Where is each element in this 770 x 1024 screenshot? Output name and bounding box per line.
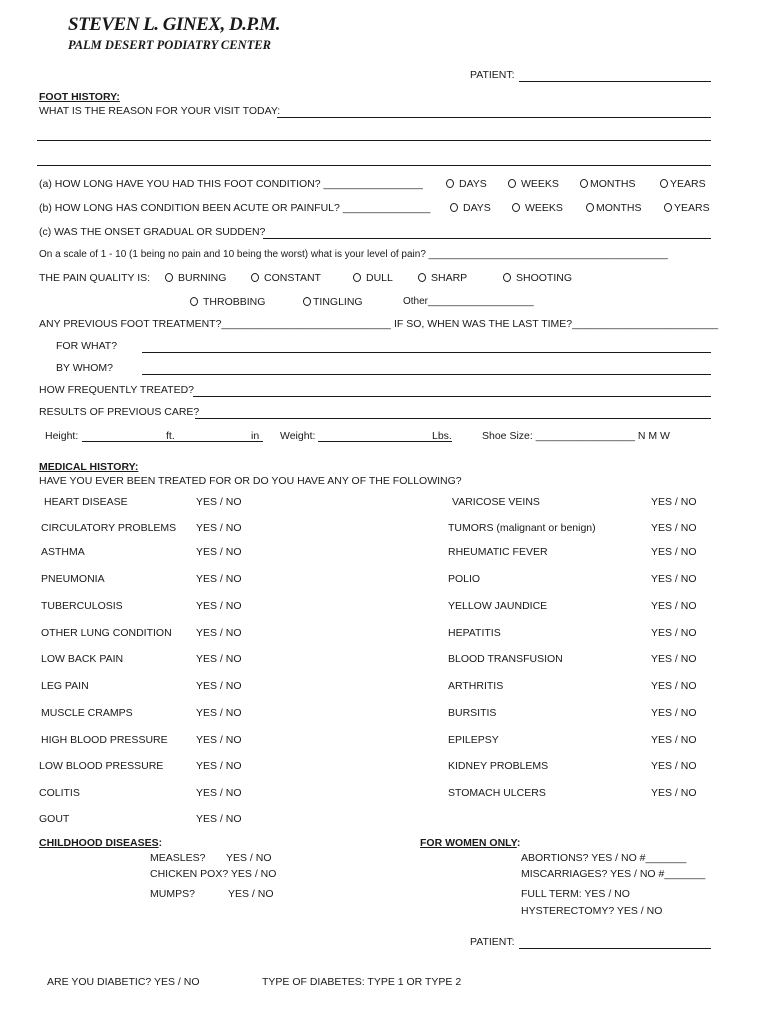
radio-tingling[interactable] bbox=[303, 296, 363, 308]
previous-treatment-question: ANY PREVIOUS FOOT TREATMENT?_____________________________ bbox=[39, 318, 391, 330]
yes-no-choice[interactable]: YES / NO bbox=[196, 653, 242, 665]
measles-yes-no[interactable]: YES / NO bbox=[226, 852, 272, 864]
how-frequent-field[interactable] bbox=[193, 396, 711, 397]
women-heading-text: FOR WOMEN ONLY bbox=[420, 837, 517, 849]
medical-condition-label: RHEUMATIC FEVER bbox=[448, 546, 548, 558]
women-heading-colon: : bbox=[516, 837, 521, 849]
yes-no-choice[interactable]: YES / NO bbox=[651, 760, 697, 772]
patient-name-field[interactable] bbox=[519, 81, 711, 82]
radio-constant[interactable] bbox=[251, 272, 321, 284]
yes-no-choice[interactable]: YES / NO bbox=[651, 600, 697, 612]
medical-condition-label: CIRCULATORY PROBLEMS bbox=[41, 522, 177, 534]
medical-condition-label: KIDNEY PROBLEMS bbox=[448, 760, 549, 772]
option-label: YEARS bbox=[670, 178, 706, 190]
option-label: CONSTANT bbox=[264, 272, 321, 284]
yes-no-choice[interactable]: YES / NO bbox=[651, 734, 697, 746]
full-term-row[interactable]: FULL TERM: YES / NO bbox=[521, 888, 630, 900]
diabetes-type-question[interactable]: TYPE OF DIABETES: TYPE 1 OR TYPE 2 bbox=[262, 976, 462, 988]
yes-no-choice[interactable]: YES / NO bbox=[196, 707, 242, 719]
yes-no-choice[interactable]: YES / NO bbox=[196, 546, 242, 558]
yes-no-choice[interactable]: YES / NO bbox=[651, 787, 697, 799]
yes-no-choice[interactable]: YES / NO bbox=[196, 522, 242, 534]
how-frequent-label: HOW FREQUENTLY TREATED? bbox=[39, 384, 194, 396]
radio-a-months[interactable] bbox=[580, 178, 636, 190]
hysterectomy-row[interactable]: HYSTERECTOMY? YES / NO bbox=[521, 905, 663, 917]
medical-condition-label: COLITIS bbox=[39, 787, 80, 799]
childhood-heading-text: CHILDHOOD DISEASES bbox=[39, 837, 159, 849]
radio-burning[interactable] bbox=[165, 272, 226, 284]
radio-a-weeks[interactable] bbox=[508, 178, 559, 190]
medical-condition-label: TUBERCULOSIS bbox=[41, 600, 123, 612]
yes-no-choice[interactable]: YES / NO bbox=[196, 734, 242, 746]
medical-condition-label: EPILEPSY bbox=[448, 734, 499, 746]
pain-scale-question: On a scale of 1 - 10 (1 being no pain and 10 being the worst) what is your level of pain? ___________________________________________ bbox=[39, 249, 668, 260]
radio-b-years[interactable] bbox=[664, 202, 710, 214]
feet-unit: ft. bbox=[166, 430, 175, 442]
radio-shooting[interactable] bbox=[503, 272, 572, 284]
radio-b-months[interactable] bbox=[586, 202, 642, 214]
option-label: YEARS bbox=[674, 202, 710, 214]
reason-question: WHAT IS THE REASON FOR YOUR VISIT TODAY: bbox=[39, 105, 281, 117]
for-what-field[interactable] bbox=[142, 352, 711, 353]
weight-label: Weight: bbox=[280, 430, 316, 442]
option-label: WEEKS bbox=[521, 178, 559, 190]
reason-field-3[interactable] bbox=[37, 165, 711, 166]
yes-no-choice[interactable]: YES / NO bbox=[196, 573, 242, 585]
reason-field-1[interactable] bbox=[277, 117, 711, 118]
medical-condition-label: HIGH BLOOD PRESSURE bbox=[41, 734, 168, 746]
radio-a-days[interactable] bbox=[446, 178, 487, 190]
radio-circle-icon bbox=[660, 179, 668, 188]
medical-condition-label: STOMACH ULCERS bbox=[448, 787, 546, 799]
radio-a-years[interactable] bbox=[660, 178, 706, 190]
medical-history-heading bbox=[39, 461, 138, 473]
yes-no-choice[interactable]: YES / NO bbox=[651, 627, 697, 639]
medical-condition-label: BURSITIS bbox=[448, 707, 497, 719]
pain-other-field[interactable]: Other___________________ bbox=[403, 296, 534, 307]
reason-field-2[interactable] bbox=[37, 140, 711, 141]
yes-no-choice[interactable]: YES / NO bbox=[196, 680, 242, 692]
radio-circle-icon bbox=[664, 203, 672, 212]
radio-circle-icon bbox=[418, 273, 426, 282]
radio-circle-icon bbox=[251, 273, 259, 282]
doctor-name: STEVEN L. GINEX, D.P.M. bbox=[68, 14, 280, 35]
abortions-row[interactable]: ABORTIONS? YES / NO #_______ bbox=[521, 852, 687, 864]
medical-condition-label: GOUT bbox=[39, 813, 70, 825]
duration-question-b: (b) HOW LONG HAS CONDITION BEEN ACUTE OR PAINFUL? _______________ bbox=[39, 202, 431, 214]
radio-circle-icon bbox=[586, 203, 594, 212]
medical-condition-label: VARICOSE VEINS bbox=[452, 496, 540, 508]
option-label: TINGLING bbox=[313, 296, 363, 308]
option-label: DULL bbox=[366, 272, 393, 284]
diabetic-question[interactable]: ARE YOU DIABETIC? YES / NO bbox=[47, 976, 200, 988]
duration-question-a: (a) HOW LONG HAVE YOU HAD THIS FOOT CONDITION? _________________ bbox=[39, 178, 423, 190]
yes-no-choice[interactable]: YES / NO bbox=[196, 787, 242, 799]
option-label: SHARP bbox=[431, 272, 468, 284]
radio-dull[interactable] bbox=[353, 272, 393, 284]
medical-condition-label: ARTHRITIS bbox=[448, 680, 504, 692]
medical-condition-label: POLIO bbox=[448, 573, 481, 585]
option-label: SHOOTING bbox=[516, 272, 573, 284]
radio-circle-icon bbox=[353, 273, 361, 282]
yes-no-choice[interactable]: YES / NO bbox=[651, 707, 697, 719]
medical-condition-label: YELLOW JAUNDICE bbox=[448, 600, 548, 612]
radio-circle-icon bbox=[303, 297, 311, 306]
onset-field[interactable] bbox=[263, 238, 711, 239]
yes-no-choice[interactable]: YES / NO bbox=[651, 546, 697, 558]
medical-condition-label: MUSCLE CRAMPS bbox=[41, 707, 133, 719]
foot-history-heading bbox=[39, 91, 120, 103]
medical-history-question: HAVE YOU EVER BEEN TREATED FOR OR DO YOU HAVE ANY OF THE FOLLOWING? bbox=[39, 475, 462, 487]
yes-no-choice[interactable]: YES / NO bbox=[651, 496, 697, 508]
mumps-yes-no[interactable]: YES / NO bbox=[228, 888, 274, 900]
radio-circle-icon bbox=[190, 297, 198, 306]
measles-label: MEASLES? bbox=[150, 852, 206, 864]
yes-no-choice[interactable]: YES / NO bbox=[196, 627, 242, 639]
option-label: MONTHS bbox=[590, 178, 636, 190]
radio-circle-icon bbox=[512, 203, 520, 212]
radio-circle-icon bbox=[580, 179, 588, 188]
option-label: WEEKS bbox=[525, 202, 563, 214]
radio-sharp[interactable] bbox=[418, 272, 467, 284]
medical-condition-label: LOW BACK PAIN bbox=[41, 653, 124, 665]
childhood-heading-colon: : bbox=[158, 837, 163, 849]
option-label: THROBBING bbox=[203, 296, 266, 308]
medical-condition-label: LEG PAIN bbox=[41, 680, 89, 692]
yes-no-choice[interactable]: YES / NO bbox=[651, 680, 697, 692]
miscarriages-row[interactable]: MISCARRIAGES? YES / NO #_______ bbox=[521, 868, 706, 880]
lbs-unit: Lbs. bbox=[432, 430, 452, 442]
medical-condition-label: HEPATITIS bbox=[448, 627, 501, 639]
mumps-label: MUMPS? bbox=[150, 888, 195, 900]
medical-history-heading-text: MEDICAL HISTORY: bbox=[39, 461, 139, 473]
radio-circle-icon bbox=[508, 179, 516, 188]
option-label: DAYS bbox=[463, 202, 491, 214]
option-label: BURNING bbox=[178, 272, 227, 284]
foot-history-heading-text: FOOT HISTORY: bbox=[39, 91, 120, 103]
radio-circle-icon bbox=[450, 203, 458, 212]
patient-name-field-footer[interactable] bbox=[519, 948, 711, 949]
medical-condition-label: ASTHMA bbox=[41, 546, 85, 558]
yes-no-choice[interactable]: YES / NO bbox=[651, 522, 697, 534]
medical-condition-label: HEART DISEASE bbox=[44, 496, 128, 508]
radio-circle-icon bbox=[165, 273, 173, 282]
yes-no-choice[interactable]: YES / NO bbox=[651, 573, 697, 585]
medical-condition-label: LOW BLOOD PRESSURE bbox=[39, 760, 164, 772]
yes-no-choice[interactable]: YES / NO bbox=[651, 653, 697, 665]
inches-unit: in bbox=[251, 430, 260, 442]
women-only-heading bbox=[420, 837, 520, 849]
radio-b-weeks[interactable] bbox=[512, 202, 563, 214]
radio-b-days[interactable] bbox=[450, 202, 491, 214]
by-whom-field[interactable] bbox=[142, 374, 711, 375]
last-time-question: IF SO, WHEN WAS THE LAST TIME?_________________________ bbox=[394, 318, 719, 330]
for-what-label: FOR WHAT? bbox=[56, 340, 118, 352]
results-label: RESULTS OF PREVIOUS CARE? bbox=[39, 406, 200, 418]
chicken-pox-row[interactable]: CHICKEN POX? YES / NO bbox=[150, 868, 277, 880]
results-field[interactable] bbox=[195, 418, 711, 419]
onset-question: (c) WAS THE ONSET GRADUAL OR SUDDEN? bbox=[39, 226, 266, 238]
patient-label: PATIENT: bbox=[470, 69, 515, 81]
option-label: DAYS bbox=[459, 178, 487, 190]
pain-quality-label: THE PAIN QUALITY IS: bbox=[39, 272, 151, 284]
medical-condition-label: OTHER LUNG CONDITION bbox=[41, 627, 172, 639]
height-label: Height: bbox=[45, 430, 79, 442]
patient-label-footer: PATIENT: bbox=[470, 936, 515, 948]
radio-circle-icon bbox=[446, 179, 454, 188]
practice-name: PALM DESERT PODIATRY CENTER bbox=[68, 38, 271, 52]
by-whom-label: BY WHOM? bbox=[56, 362, 113, 374]
medical-condition-label: PNEUMONIA bbox=[41, 573, 105, 585]
option-label: MONTHS bbox=[596, 202, 642, 214]
yes-no-choice[interactable]: YES / NO bbox=[196, 760, 242, 772]
childhood-diseases-heading bbox=[39, 837, 162, 849]
radio-throbbing[interactable] bbox=[190, 296, 265, 308]
yes-no-choice[interactable]: YES / NO bbox=[196, 600, 242, 612]
yes-no-choice[interactable]: YES / NO bbox=[196, 813, 242, 825]
medical-condition-label: TUMORS (malignant or benign) bbox=[448, 522, 596, 534]
yes-no-choice[interactable]: YES / NO bbox=[196, 496, 242, 508]
medical-condition-label: BLOOD TRANSFUSION bbox=[448, 653, 563, 665]
shoe-size-field[interactable]: Shoe Size: _________________ N M W bbox=[482, 430, 670, 442]
radio-circle-icon bbox=[503, 273, 511, 282]
